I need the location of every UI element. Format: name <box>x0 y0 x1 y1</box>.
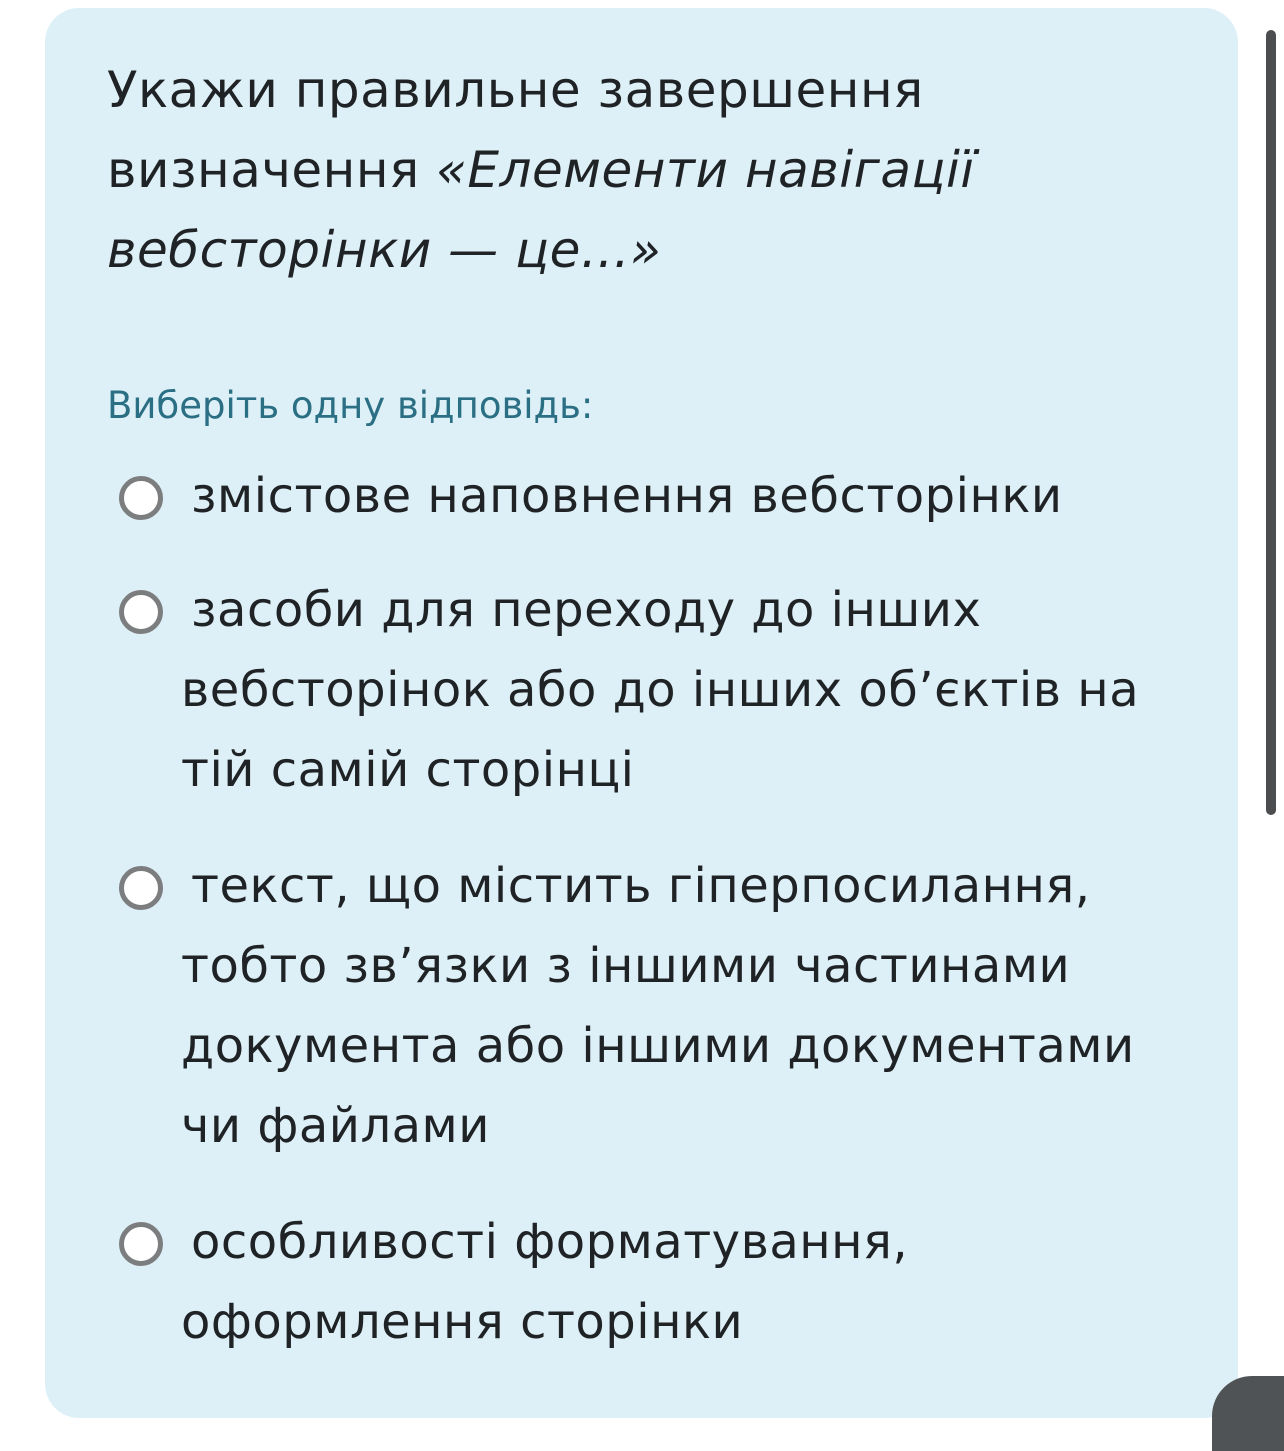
question-lead: Укажи правильне завершення визначення <box>107 61 924 199</box>
answer-prompt: Виберіть одну відповідь: <box>107 384 594 427</box>
answer-option-label[interactable]: змістове наповнення вебсторінки <box>191 468 1063 524</box>
answer-option-label[interactable]: засоби для переходу до інших вебсторінок або до інших об’єктів на тій самій сторінці <box>181 582 1140 798</box>
question-term: «Елементи навігації вебсторінки — це...» <box>107 141 975 279</box>
answer-option[interactable] <box>119 456 1199 536</box>
radio-button-icon[interactable] <box>119 866 163 910</box>
question-text <box>107 50 1187 290</box>
answer-option[interactable] <box>119 846 1199 1166</box>
question-card <box>45 8 1238 1418</box>
answer-option-label[interactable]: особливості форматування, оформлення сторінки <box>181 1214 909 1350</box>
floating-action-button[interactable] <box>1212 1376 1284 1451</box>
scrollbar[interactable] <box>1266 30 1276 815</box>
radio-button-icon[interactable] <box>119 476 163 520</box>
answer-option[interactable] <box>119 570 1199 810</box>
radio-button-icon[interactable] <box>119 590 163 634</box>
radio-button-icon[interactable] <box>119 1222 163 1266</box>
answer-option-label[interactable]: текст, що містить гіперпосилання, тобто зв’язки з іншими частинами документа або іншими документами чи файлами <box>181 858 1135 1154</box>
answer-option[interactable] <box>119 1202 1199 1362</box>
